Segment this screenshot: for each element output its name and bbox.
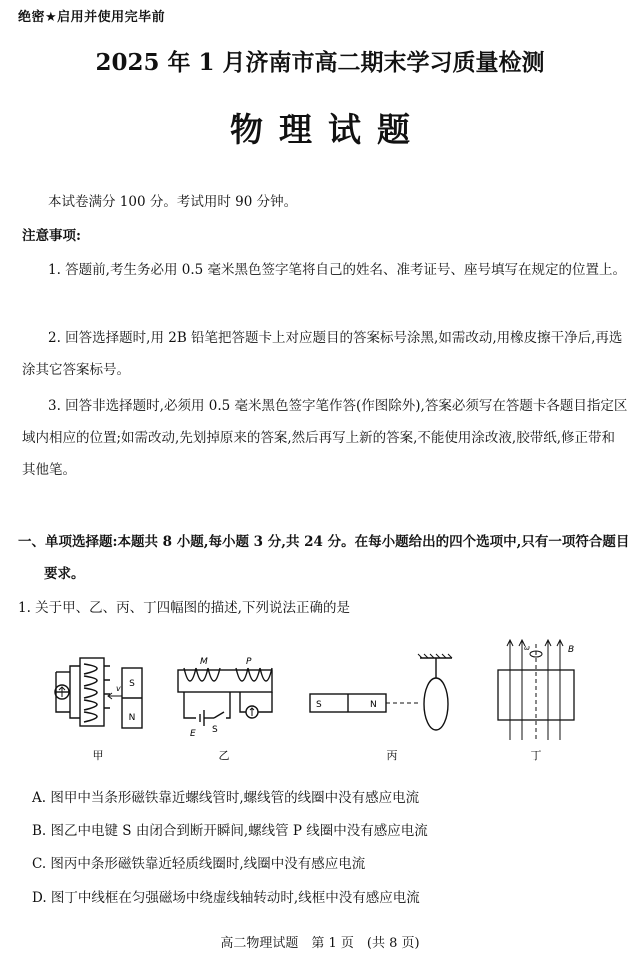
magnet-bing-n: N [370,700,377,710]
option-c: C. 图丙中条形磁铁靠近轻质线圈时,线圈中没有感应电流 [32,856,366,872]
velocity-label: v [116,684,121,693]
battery-icon [200,710,204,726]
coil-m-label: M [200,657,208,667]
figure-bing-caption: 丙 [386,749,398,762]
battery-label: E [190,729,196,739]
notice-heading: 注意事项: [22,228,81,244]
field-label: B [568,645,575,655]
option-a: A. 图甲中当条形磁铁靠近螺线管时,螺线管的线圈中没有感应电流 [32,790,420,806]
magnet-bing-s: S [316,700,322,710]
question-1-stem: 1. 关于甲、乙、丙、丁四幅图的描述,下列说法正确的是 [18,600,350,616]
ring-icon [424,678,448,730]
exam-title: 2025 年 1 月济南市高二期末学习质量检测 [95,49,545,76]
question-1-figures [40,636,600,766]
magnet-jia-n: N [128,713,136,723]
switch-icon [214,712,224,718]
switch-label: S [212,725,218,735]
figure-yi-caption: 乙 [218,749,230,762]
notice-item-2: 2. 回答选择题时,用 2B 铅笔把答题卡上对应题目的答案标号涂黑,如需改动,用橡皮擦干净后,再选涂其它答案标号。 [22,330,623,378]
subject-title: 物理试题 [230,110,426,149]
angular-label: ω [524,644,530,652]
figure-ding-caption: 丁 [530,749,542,762]
coil-p-label: P [246,657,252,667]
notice-item-3: 3. 回答非选择题时,必须用 0.5 毫米黑色签字笔作答(作图除外),答案必须写在答题卡各题目指定区域内相应的位置;如需改动,先划掉原来的答案,然后再写上新的答案,不能使用涂改液,胶带纸,修正带和其他笔。 [22,398,628,478]
confidential-label: 绝密★启用并使用完毕前 [18,10,166,25]
section-heading-text: 一、单项选择题:本题共 8 小题,每小题 3 分,共 24 分。在每小题给出的四个选项中,只有一项符合题目要求。 [18,534,630,582]
notice-item-1: 1. 答题前,考生务必用 0.5 毫米黑色签字笔将自己的姓名、准考证号、座号填写在规定的位置上。 [48,262,627,278]
figure-bing [310,654,452,730]
option-b: B. 图乙中电键 S 由闭合到断开瞬间,螺线管 P 线圈中没有感应电流 [32,823,428,839]
magnet-jia-s: S [129,679,135,689]
option-d: D. 图丁中线框在匀强磁场中绕虚线轴转动时,线框中没有感应电流 [32,890,420,906]
figure-ding [498,640,574,742]
score-time-note: 本试卷满分 100 分。考试用时 90 分钟。 [48,194,298,210]
page-footer: 高二物理试题 第 1 页 (共 8 页) [220,936,420,951]
figure-yi [178,668,272,726]
figure-jia-caption: 甲 [92,749,104,762]
section-heading [18,526,630,590]
